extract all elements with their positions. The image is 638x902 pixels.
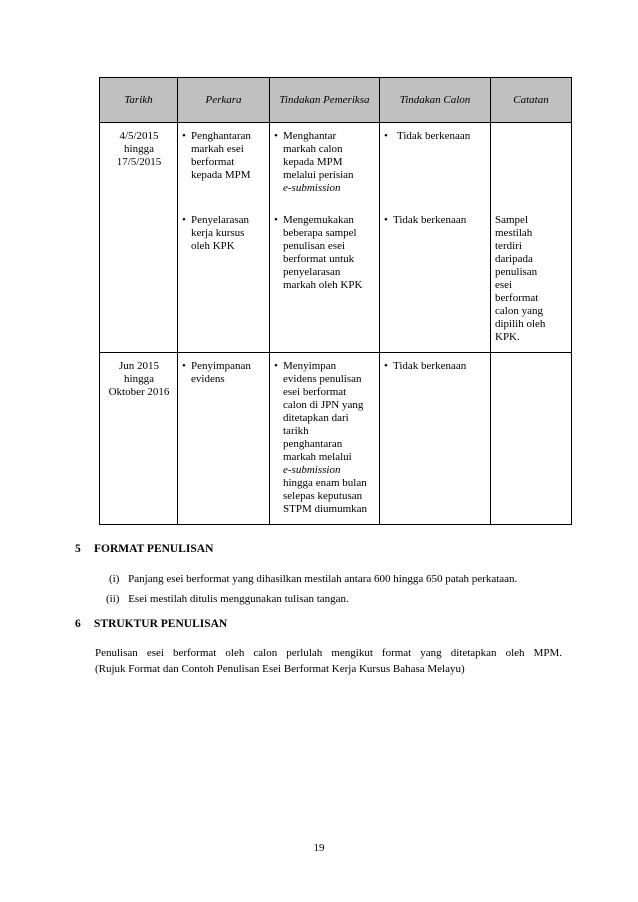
- calon-cell: [380, 353, 491, 525]
- cell-line: mestilah: [495, 227, 533, 239]
- cell-line: calon di JPN yang: [283, 399, 364, 411]
- section-number: 6: [75, 618, 81, 630]
- cell-line: markah oleh KPK: [283, 279, 363, 291]
- list-item: [106, 593, 349, 605]
- section-heading: FORMAT PENULISAN: [94, 543, 214, 555]
- cell-line: evidens: [191, 373, 225, 385]
- pemeriksa-cell: [270, 123, 380, 353]
- table-row: [100, 353, 572, 525]
- cell-line: calon yang: [495, 305, 543, 317]
- bullet-icon: •: [384, 360, 388, 372]
- header-tindakan-calon: Tindakan Calon: [380, 78, 491, 123]
- cell-line: Penghantaran: [191, 130, 251, 142]
- list-marker: (ii): [106, 593, 120, 605]
- date-line: Jun 2015: [118, 360, 160, 372]
- perkara-cell: [178, 123, 270, 353]
- bullet-item: [182, 360, 266, 386]
- bullet-item: [384, 360, 487, 373]
- cell-line-italic: e-submission: [283, 182, 341, 194]
- date-cell: [100, 123, 178, 353]
- header-perkara: Perkara: [178, 78, 270, 123]
- header-catatan: Catatan: [491, 78, 572, 123]
- cell-line: berformat: [495, 292, 539, 304]
- date-line: Oktober 2016: [108, 386, 170, 398]
- date-line: 17/5/2015: [116, 156, 162, 168]
- calon-cell: [380, 123, 491, 353]
- cell-line: melalui perisian: [283, 169, 354, 181]
- cell-line: KPK.: [495, 331, 520, 343]
- bullet-icon: •: [274, 130, 278, 142]
- cell-line: markah calon: [283, 143, 343, 155]
- cell-line-italic: e-submission: [283, 464, 341, 476]
- bullet-item: [182, 214, 266, 253]
- cell-line: Menyimpan: [283, 360, 337, 372]
- bullet-icon: •: [274, 360, 278, 372]
- cell-line: evidens penulisan: [283, 373, 362, 385]
- section-number: 5: [75, 543, 81, 555]
- cell-line: berformat untuk: [283, 253, 355, 265]
- perkara-cell: [178, 353, 270, 525]
- header-tarikh: Tarikh: [100, 78, 178, 123]
- cell-line: hingga enam bulan: [283, 477, 367, 489]
- table-row: [100, 123, 572, 353]
- cell-line: Tidak berkenaan: [393, 360, 467, 372]
- bullet-icon: •: [384, 214, 388, 226]
- catatan-cell: [491, 123, 572, 353]
- table-header-row: [100, 78, 572, 123]
- cell-line: Penyimpanan: [191, 360, 251, 372]
- section-heading: STRUKTUR PENULISAN: [94, 618, 228, 630]
- date-line: hingga: [124, 373, 154, 385]
- cell-line: esei: [495, 279, 513, 291]
- cell-line: beberapa sampel: [283, 227, 357, 239]
- bullet-icon: •: [384, 130, 388, 142]
- cell-line: esei berformat: [283, 386, 347, 398]
- cell-line: markah melalui: [283, 451, 352, 463]
- cell-line: markah esei: [191, 143, 244, 155]
- schedule-table: [99, 77, 572, 525]
- cell-line: penulisan: [495, 266, 538, 278]
- cell-line: dipilih oleh: [495, 318, 546, 330]
- cell-line: kepada MPM: [191, 169, 251, 181]
- cell-line: kepada MPM: [283, 156, 343, 168]
- bullet-item: [274, 130, 376, 195]
- list-item: [109, 573, 517, 585]
- header-tindakan-pemeriksa: Tindakan Pemeriksa: [270, 78, 380, 123]
- paragraph-line: Penulisan esei berformat oleh calon perlulah mengikut format yang ditetapkan oleh MPM.: [95, 647, 562, 659]
- bullet-item: [384, 130, 487, 143]
- bullet-item: [182, 130, 266, 182]
- bullet-icon: •: [274, 214, 278, 226]
- list-text: Panjang esei berformat yang dihasilkan mestilah antara 600 hingga 650 patah perkataan.: [128, 573, 518, 585]
- cell-line: Mengemukakan: [283, 214, 354, 226]
- cell-line: penulisan esei: [283, 240, 346, 252]
- cell-line: kerja kursus: [191, 227, 245, 239]
- list-marker: (i): [109, 573, 120, 585]
- cell-line: Menghantar: [283, 130, 337, 142]
- cell-line: oleh KPK: [191, 240, 235, 252]
- date-line: hingga: [124, 143, 154, 155]
- cell-line: Tidak berkenaan: [397, 130, 471, 142]
- bullet-item: [274, 360, 376, 516]
- cell-line: tarikh: [283, 425, 309, 437]
- paragraph-line: (Rujuk Format dan Contoh Penulisan Esei Berformat Kerja Kursus Bahasa Melayu): [95, 663, 465, 675]
- cell-line: penyelarasan: [283, 266, 341, 278]
- date-cell: [100, 353, 178, 525]
- cell-line: berformat: [191, 156, 235, 168]
- page-number: 19: [313, 842, 325, 854]
- date-line: 4/5/2015: [119, 130, 159, 142]
- catatan-cell: [491, 353, 572, 525]
- bullet-icon: •: [182, 214, 186, 226]
- cell-line: STPM diumumkan: [283, 503, 368, 515]
- cell-line: terdiri: [495, 240, 522, 252]
- cell-line: ditetapkan dari: [283, 412, 349, 424]
- cell-line: penghantaran: [283, 438, 343, 450]
- pemeriksa-cell: [270, 353, 380, 525]
- bullet-item: [274, 214, 376, 292]
- cell-line: Sampel: [495, 214, 528, 226]
- cell-line: selepas keputusan: [283, 490, 363, 502]
- list-text: Esei mestilah ditulis menggunakan tulisan tangan.: [128, 593, 349, 605]
- cell-line: Tidak berkenaan: [393, 214, 467, 226]
- bullet-icon: •: [182, 360, 186, 372]
- cell-line: daripada: [495, 253, 533, 265]
- cell-line: Penyelarasan: [191, 214, 250, 226]
- bullet-icon: •: [182, 130, 186, 142]
- bullet-item: [384, 214, 487, 227]
